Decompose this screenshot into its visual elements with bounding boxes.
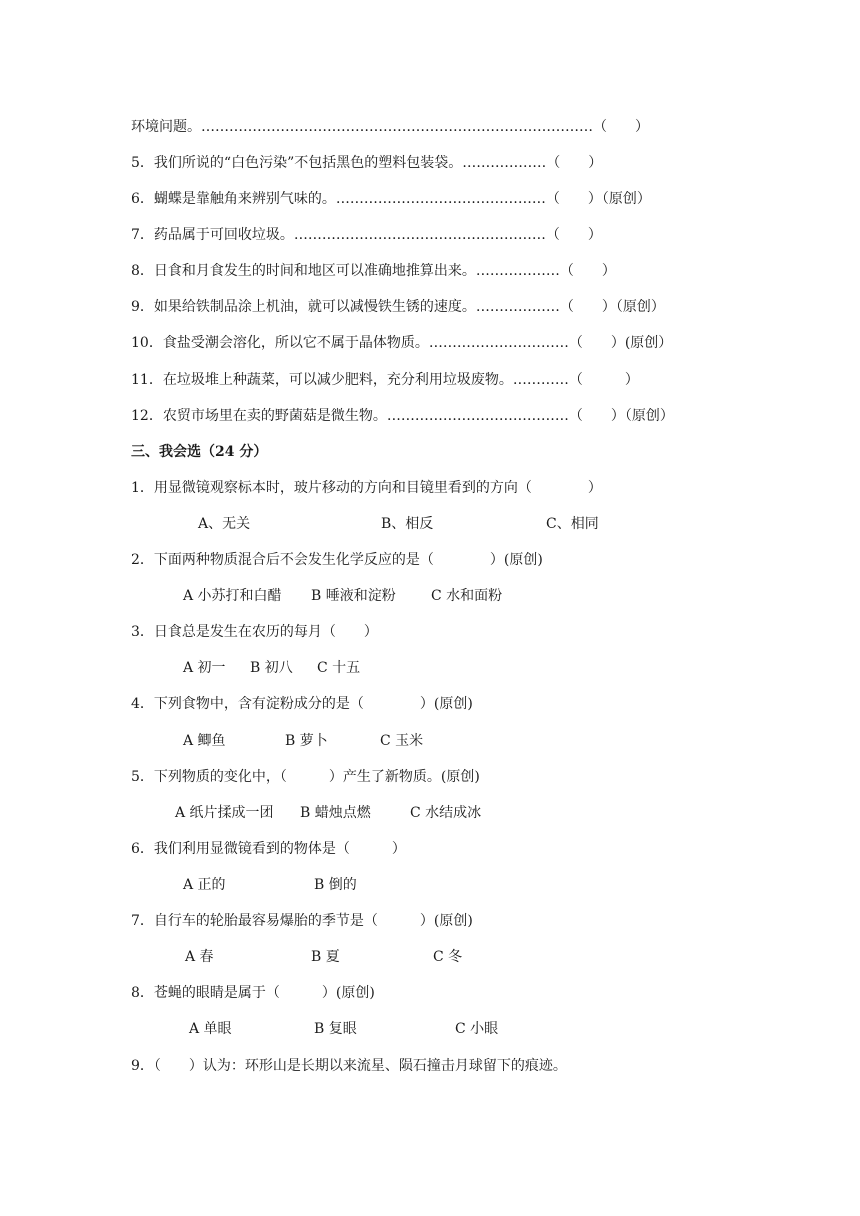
judge-item-6: 6．蝴蝶是靠触角来辨别气味的。………………………………………（ ）（原创） <box>131 191 651 207</box>
choice-1-option-b: B、相反 <box>381 516 434 532</box>
choice-question-3: 3．日食总是发生在农历的每月（ ） <box>131 624 378 640</box>
choice-3-option-c: C 十五 <box>317 660 361 676</box>
choice-1-option-c: C、相同 <box>546 516 599 532</box>
choice-question-5: 5．下列物质的变化中，（ ）产生了新物质。(原创) <box>131 769 480 785</box>
choice-question-4: 4．下列食物中，含有淀粉成分的是（ ）(原创) <box>131 696 473 712</box>
judge-item-11: 11．在垃圾堆上种蔬菜，可以减少肥料，充分利用垃圾废物。…………（ ） <box>131 372 639 388</box>
choice-question-6: 6．我们利用显微镜看到的物体是（ ） <box>131 841 406 857</box>
choice-6-option-b: B 倒的 <box>314 877 357 893</box>
choice-7-option-c: C 冬 <box>433 949 463 965</box>
choice-4-option-a: A 鲫鱼 <box>183 733 226 749</box>
choice-8-option-c: C 小眼 <box>455 1021 499 1037</box>
choice-1-option-a: A、无关 <box>198 516 251 532</box>
choice-question-9: 9．（ ）认为：环形山是长期以来流星、陨石撞击月球留下的痕迹。 <box>131 1058 567 1074</box>
choice-3-option-b: B 初八 <box>250 660 293 676</box>
choice-question-8: 8．苍蝇的眼睛是属于（ ）(原创) <box>131 985 375 1001</box>
judge-item-5: 5．我们所说的“白色污染”不包括黑色的塑料包装袋。………………（ ） <box>131 155 603 171</box>
section-heading: 三、我会选（24 分） <box>131 444 268 460</box>
choice-2-option-c: C 水和面粉 <box>431 588 503 604</box>
choice-2-option-b: B 唾液和淀粉 <box>311 588 396 604</box>
choice-question-2: 2．下面两种物质混合后不会发生化学反应的是（ ）(原创) <box>131 552 543 568</box>
choice-5-option-b: B 蜡烛点燃 <box>300 805 371 821</box>
choice-5-option-c: C 水结成冰 <box>410 805 482 821</box>
choice-question-7: 7．自行车的轮胎最容易爆胎的季节是（ ）(原创) <box>131 913 473 929</box>
judge-item-4-continued: 环境问题。…………………………………………………………………………（ ） <box>131 119 649 135</box>
judge-item-10: 10．食盐受潮会溶化，所以它不属于晶体物质。…………………………（ ）(原创） <box>131 335 673 351</box>
choice-8-option-b: B 复眼 <box>314 1021 357 1037</box>
judge-item-8: 8．日食和月食发生的时间和地区可以准确地推算出来。………………（ ） <box>131 263 616 279</box>
choice-8-option-a: A 单眼 <box>189 1021 232 1037</box>
choice-6-option-a: A 正的 <box>183 877 226 893</box>
choice-4-option-b: B 萝卜 <box>285 733 328 749</box>
choice-4-option-c: C 玉米 <box>380 733 424 749</box>
choice-7-option-a: A 春 <box>185 949 214 965</box>
choice-3-option-a: A 初一 <box>183 660 226 676</box>
judge-item-9: 9．如果给铁制品涂上机油，就可以减慢铁生锈的速度。………………（ ）（原创） <box>131 299 665 315</box>
judge-item-12: 12．农贸市场里在卖的野菌菇是微生物。…………………………………（ ）（原创） <box>131 408 674 424</box>
choice-5-option-a: A 纸片揉成一团 <box>175 805 274 821</box>
choice-2-option-a: A 小苏打和白醋 <box>183 588 282 604</box>
choice-question-1: 1．用显微镜观察标本时，玻片移动的方向和目镜里看到的方向（ ） <box>131 480 602 496</box>
choice-7-option-b: B 夏 <box>311 949 340 965</box>
judge-item-7: 7．药品属于可回收垃圾。………………………………………………（ ） <box>131 227 602 243</box>
